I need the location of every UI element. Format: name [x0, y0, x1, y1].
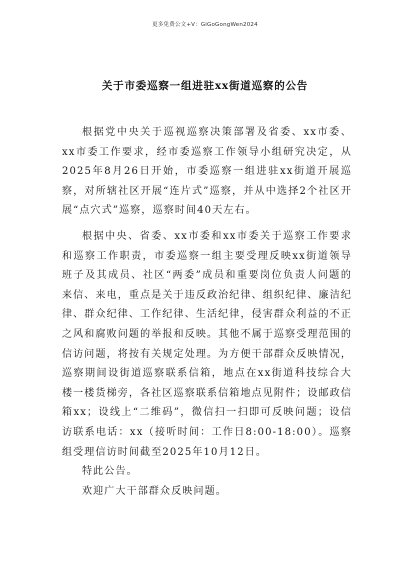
paragraph-reporting-scope: 根据中央、省委、xx市委和xx市委关于巡察工作要求和巡察工作职责，市委巡察一组主要受理反映xx街道领导班子及其成员、社区“两委”成员和重要岗位负责人问题的来信、来电，重点是关于违反政治纪律、组织纪律、廉洁纪律、群众纪律、工作纪律、生活纪律，侵害群众利益的不正之风和腐败问题的举报和反映。其他不属于巡察受理范围的信访问题，将按有关规定处理。为方便干部群众反映情况，巡察期间设街道巡察联系信箱，地点在xx街道科技综合大楼一楼货梯旁，各社区巡察联系信箱地点见附件；设邮政信箱xx；设线上“二维码”，微信扫一扫即可反映问题；设信访联系电话：xx（接听时间：工作日8:00-18:00）。巡察组受理信访时间截至2025年10月12日。 [62, 230, 352, 458]
header-note: 更多免费公文+V：GiGoGongWen2024 [152, 22, 258, 28]
paragraph-welcome: 欢迎广大干部群众反映问题。 [82, 485, 227, 497]
paragraph-inspection-announcement: 根据党中央关于巡视巡察决策部署及省委、xx市委、xx市委工作要求，经市委巡察工作领导小组研究决定，从2025年8月26日开始，市委巡察一组进驻xx街道开展巡察，对所辖社区开展“连片式”巡察，并从中选择2个社区开展“点穴式”巡察，巡察时间40天左右。 [62, 127, 352, 217]
paragraph-closing: 特此公告。 [82, 466, 138, 478]
document-title: 关于市委巡察一组进驻xx街道巡察的公告 [101, 80, 309, 92]
document-body [62, 123, 352, 501]
